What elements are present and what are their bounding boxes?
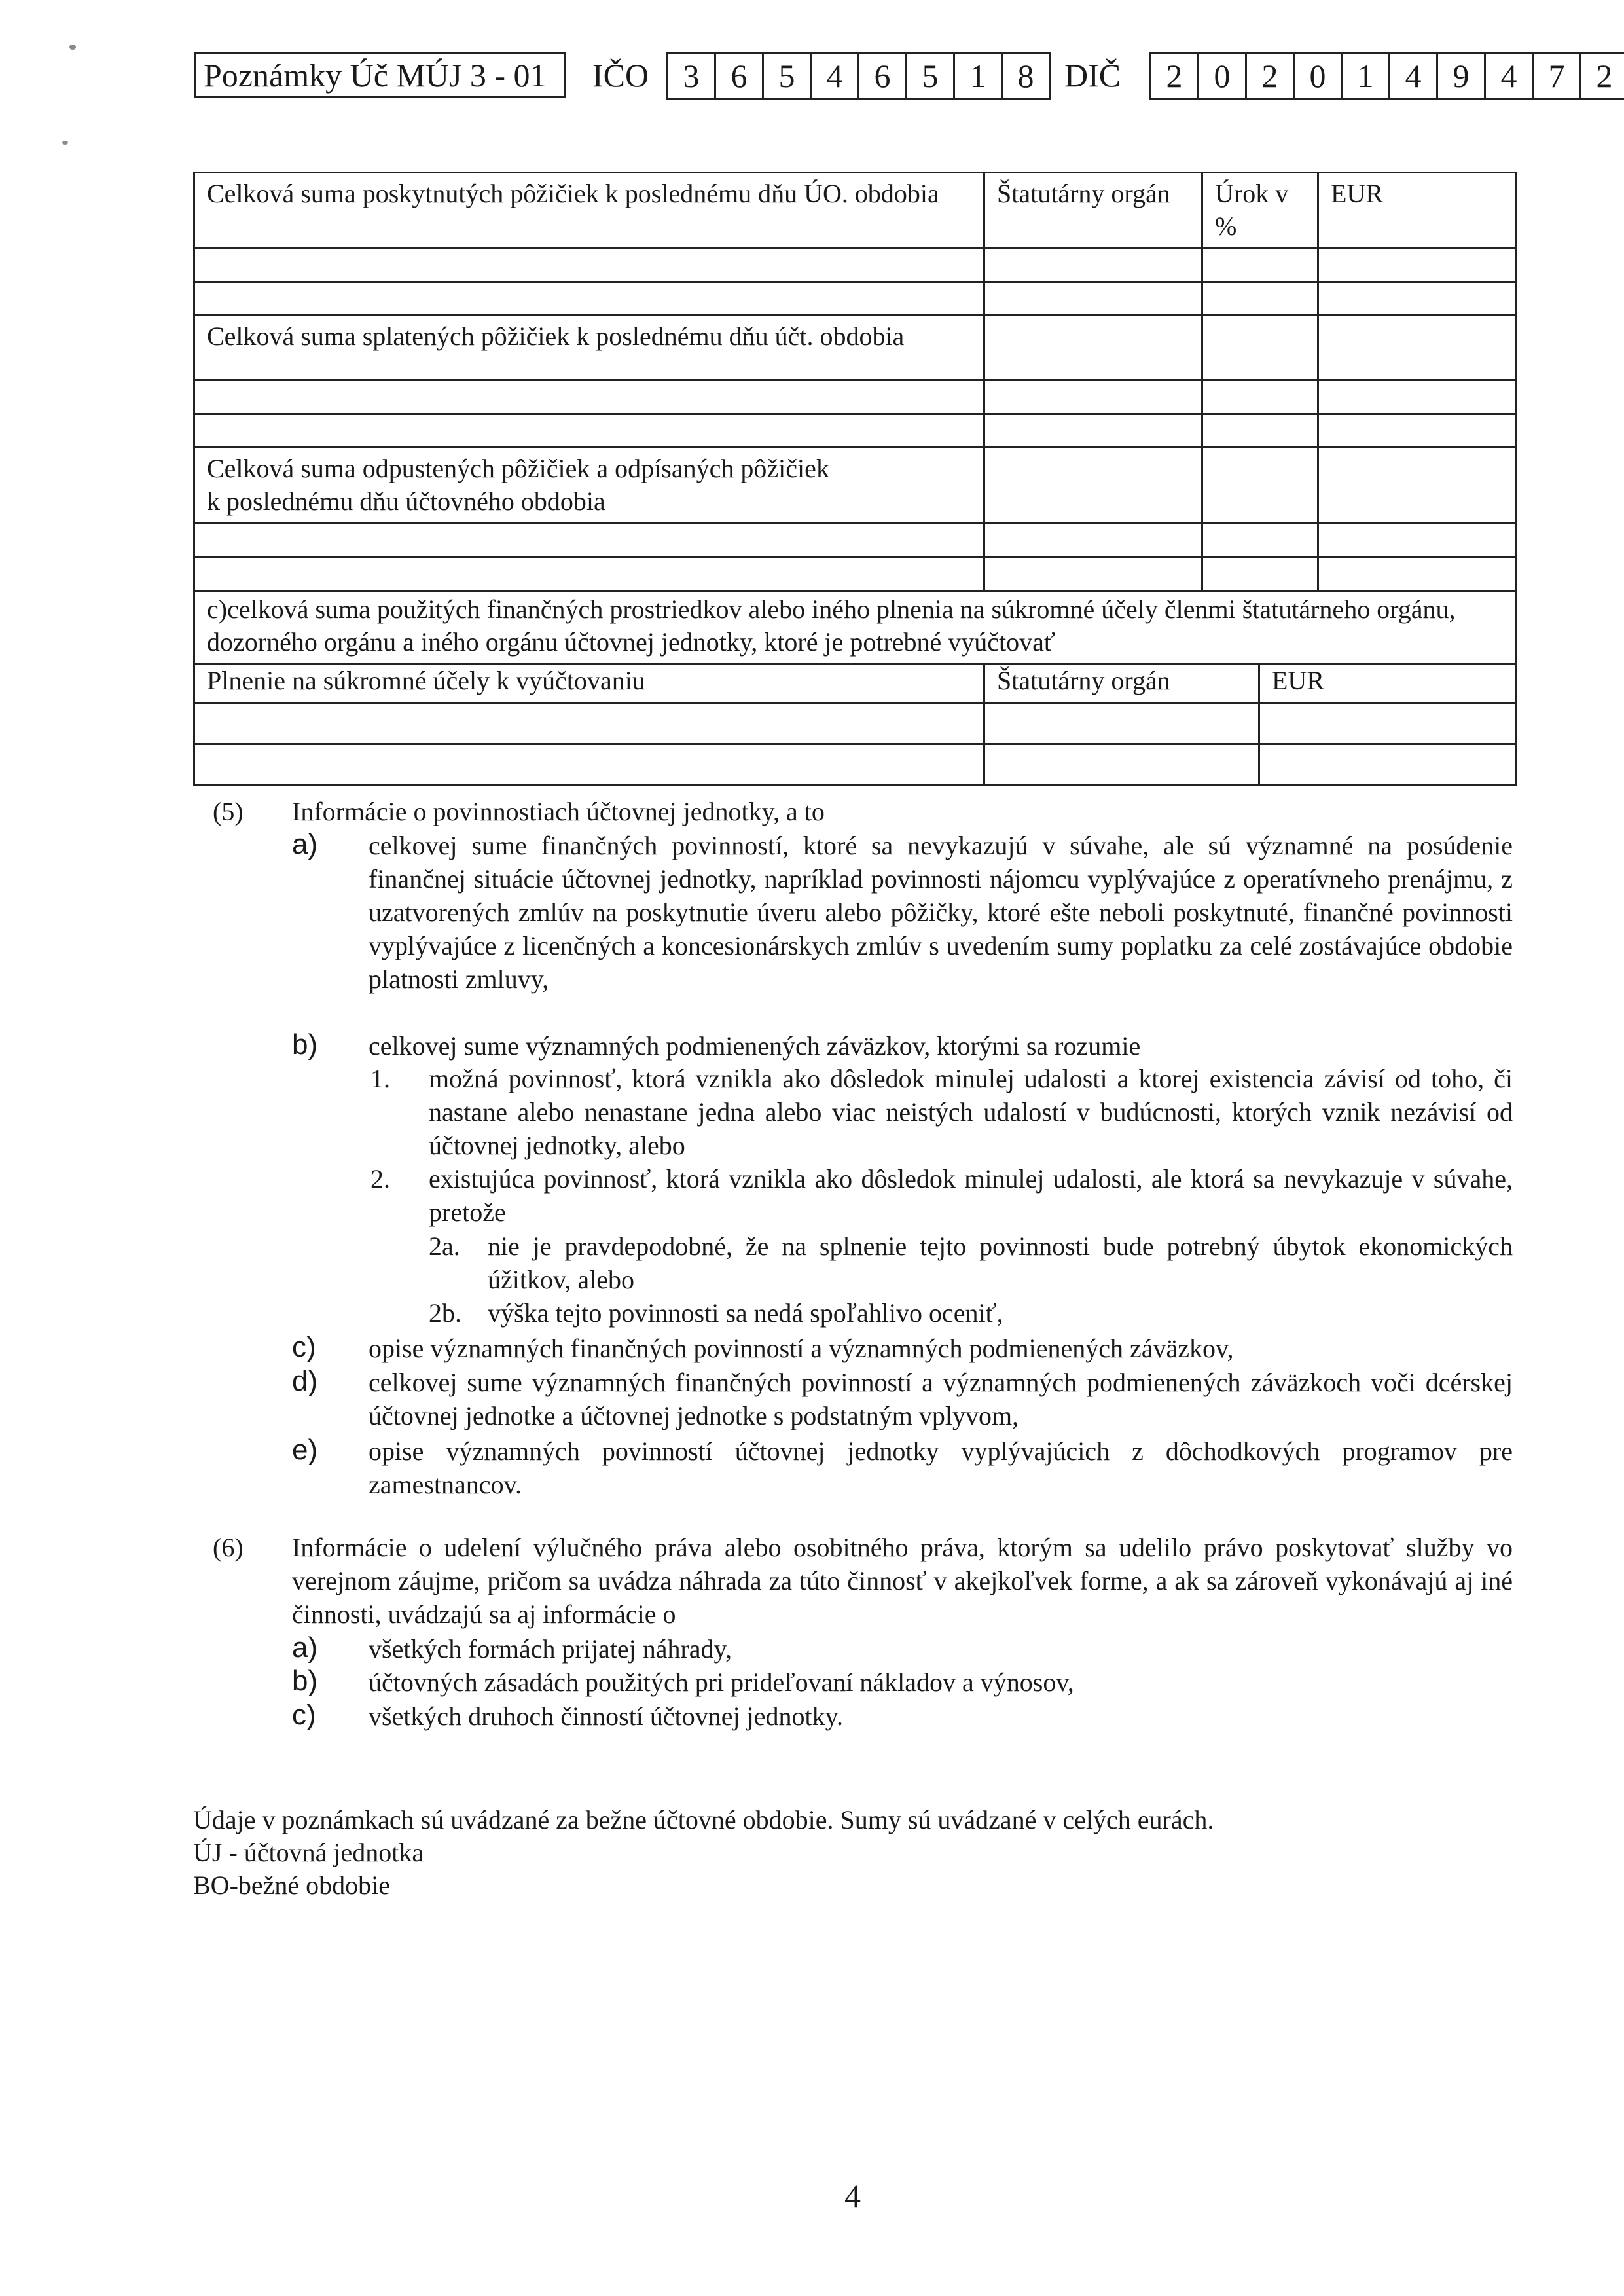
ico-digit: 3 <box>668 54 716 98</box>
loans-table <box>193 172 1515 786</box>
dic-digit: 0 <box>1199 54 1247 98</box>
ico-digit: 4 <box>812 54 859 98</box>
dic-field <box>1149 52 1624 100</box>
ico-label: IČO <box>592 57 649 94</box>
loans-grid <box>193 172 1517 665</box>
repaid-header-row <box>194 316 1517 380</box>
s5-item-a-letter: a) <box>292 828 318 860</box>
s6-item-c-letter: c) <box>292 1699 316 1731</box>
s5-item-b-letter: b) <box>292 1029 318 1061</box>
input-cell[interactable] <box>1202 557 1318 591</box>
table-row <box>194 703 1517 744</box>
statutory-header: Štatutárny orgán <box>984 173 1202 248</box>
s5-b-sub2a-text: nie je pravdepodobné, že na splnenie tejto povinnosti bude potrebný úbytok ekonomických úžitkov, alebo <box>488 1231 1513 1294</box>
input-cell[interactable] <box>1202 248 1318 282</box>
ico-field <box>666 52 1051 100</box>
provided-label-cell <box>194 173 984 248</box>
s6-item-a-text: všetkých formách prijatej náhrady, <box>369 1634 732 1664</box>
input-cell[interactable] <box>984 703 1259 744</box>
interest-header: Úrok v % <box>1202 173 1318 248</box>
table-row <box>194 414 1517 448</box>
s5-item-c-text: opise významných finančných povinností a významných podmienených záväzkov, <box>369 1334 1234 1363</box>
input-cell[interactable] <box>984 448 1202 523</box>
ico-digit: 6 <box>859 54 907 98</box>
table-row <box>194 557 1517 591</box>
s5-item-e-letter: e) <box>292 1434 318 1466</box>
input-cell[interactable] <box>1318 414 1517 448</box>
dic-digit: 4 <box>1390 54 1438 98</box>
ico-digit: 1 <box>955 54 1003 98</box>
table-row <box>194 744 1517 785</box>
page-number: 4 <box>844 2178 861 2214</box>
dic-digit: 2 <box>1151 54 1199 98</box>
private-use-statutory-header: Štatutárny orgán <box>984 664 1259 703</box>
input-cell[interactable] <box>1202 448 1318 523</box>
input-cell[interactable] <box>1259 703 1517 744</box>
s6-item-b-letter: b) <box>292 1665 318 1697</box>
s5-b-sub2-number: 2. <box>370 1164 390 1194</box>
input-cell[interactable] <box>984 557 1202 591</box>
scan-speck <box>69 45 76 50</box>
dic-digit: 4 <box>1486 54 1534 98</box>
input-cell[interactable] <box>194 703 984 744</box>
s5-b-sub2a-number: 2a. <box>429 1231 460 1261</box>
private-use-header-row <box>194 664 1517 703</box>
s5-b-sub2b-number: 2b. <box>429 1298 461 1328</box>
footer-abbr-bo: BO-bežné obdobie <box>193 1870 391 1900</box>
dic-digit: 7 <box>1534 54 1581 98</box>
input-cell[interactable] <box>194 744 984 785</box>
provided-label: Celková suma poskytnutých pôžičiek k poslednému dňu ÚO. obdobia <box>207 179 939 208</box>
repaid-label: Celková suma splatených pôžičiek k poslednému dňu účt. obdobia <box>194 316 984 380</box>
section-c-row <box>194 591 1517 664</box>
forgiven-label-line1: Celková suma odpustených pôžičiek a odpísaných pôžičiek <box>207 454 829 483</box>
forgiven-header-row <box>194 448 1517 523</box>
forgiven-label-line2: k poslednému dňu účtovného obdobia <box>207 486 605 516</box>
input-cell[interactable] <box>194 523 984 557</box>
input-cell[interactable] <box>1318 316 1517 380</box>
input-cell[interactable] <box>984 248 1202 282</box>
input-cell[interactable] <box>1202 523 1318 557</box>
s5-b-sub1-number: 1. <box>370 1064 390 1093</box>
s5-item-d-text: celkovej sume významných finančných povinností a významných podmienených záväzkoch voči dcérskej účtovnej jednotke a účtovnej jednotke s podstatným vplyvom, <box>369 1368 1513 1430</box>
input-cell[interactable] <box>984 414 1202 448</box>
input-cell[interactable] <box>1202 316 1318 380</box>
input-cell[interactable] <box>1259 744 1517 785</box>
dic-digit: 9 <box>1438 54 1486 98</box>
private-use-item-header: Plnenie na súkromné účely k vyúčtovaniu <box>194 664 984 703</box>
s5-b-sub2b-text: výška tejto povinnosti sa nedá spoľahlivo oceniť, <box>488 1298 1003 1328</box>
section5-heading: Informácie o povinnostiach účtovnej jednotky, a to <box>292 797 825 826</box>
input-cell[interactable] <box>984 744 1259 785</box>
table-row <box>194 380 1517 414</box>
s5-b-sub1-text: možná povinnosť, ktorá vznikla ako dôsledok minulej udalosti a ktorej existencia závisí od toho, či nastane alebo nenastane jedna alebo viac neistých udalostí v budúcnosti, ktorých vznik nezávisí od účtovnej jednotky, alebo <box>429 1064 1513 1160</box>
dic-digit: 0 <box>1295 54 1343 98</box>
s6-item-c-text: všetkých druhoch činností účtovnej jednotky. <box>369 1702 844 1731</box>
input-cell[interactable] <box>984 380 1202 414</box>
table-row <box>194 282 1517 316</box>
s5-item-e-text: opise významných povinností účtovnej jednotky vyplývajúcich z dôchodkových programov pre zamestnancov. <box>369 1436 1513 1499</box>
input-cell[interactable] <box>194 248 984 282</box>
section5-number: (5) <box>213 797 244 826</box>
s6-item-b-text: účtovných zásadách použitých pri prideľovaní nákladov a výnosov, <box>369 1667 1074 1697</box>
dic-digit: 1 <box>1343 54 1390 98</box>
input-cell[interactable] <box>1318 557 1517 591</box>
input-cell[interactable] <box>194 414 984 448</box>
input-cell[interactable] <box>1318 282 1517 316</box>
forgiven-label-cell <box>194 448 984 523</box>
input-cell[interactable] <box>1318 380 1517 414</box>
private-use-eur-header: EUR <box>1259 664 1517 703</box>
table-row <box>194 523 1517 557</box>
s6-item-a-letter: a) <box>292 1631 318 1664</box>
input-cell[interactable] <box>984 316 1202 380</box>
s5-b-sub2-text: existujúca povinnosť, ktorá vznikla ako dôsledok minulej udalosti, ale ktorá sa nevykazuje v súvahe, pretože <box>429 1164 1513 1227</box>
form-title-box <box>194 52 566 98</box>
footer-note: Údaje v poznámkach sú uvádzané za bežne účtovné obdobie. Sumy sú uvádzané v celých eurách. <box>193 1805 1214 1834</box>
ico-digit: 5 <box>907 54 955 98</box>
input-cell[interactable] <box>984 523 1202 557</box>
input-cell[interactable] <box>1318 448 1517 523</box>
input-cell[interactable] <box>984 282 1202 316</box>
table-row <box>194 248 1517 282</box>
section6-heading: Informácie o udelení výlučného práva alebo osobitného práva, ktorým sa udelilo právo poskytovať služby vo verejnom záujme, pričom sa uvádza náhrada za túto činnosť v akejkoľvek forme, a ak sa zároveň vykonávajú aj iné činnosti, uvádzajú sa aj informácie o <box>292 1533 1513 1629</box>
ico-digit: 8 <box>1003 54 1051 98</box>
ico-digit: 5 <box>764 54 812 98</box>
eur-header: EUR <box>1318 173 1517 248</box>
form-title: Poznámky Úč MÚJ 3 - 01 <box>204 57 547 94</box>
input-cell[interactable] <box>1202 282 1318 316</box>
dic-label: DIČ <box>1064 57 1121 94</box>
s5-item-d-letter: d) <box>292 1365 318 1397</box>
input-cell[interactable] <box>1202 414 1318 448</box>
footer-abbr-uj: ÚJ - účtovná jednotka <box>193 1838 424 1867</box>
s5-item-b-text: celkovej sume významných podmienených záväzkov, ktorými sa rozumie <box>369 1031 1141 1061</box>
section-c-text: c)celková suma použitých finančných prostriedkov alebo iného plnenia na súkromné účely členmi štatutárneho orgánu, dozorného orgánu a iného orgánu účtovnej jednotky, ktoré je potrebné vyúčtovať <box>194 591 1517 664</box>
s5-item-c-letter: c) <box>292 1331 316 1363</box>
dic-digit: 2 <box>1581 54 1624 98</box>
input-cell[interactable] <box>1318 523 1517 557</box>
input-cell[interactable] <box>194 282 984 316</box>
input-cell[interactable] <box>194 380 984 414</box>
input-cell[interactable] <box>194 557 984 591</box>
section6-number: (6) <box>213 1533 244 1562</box>
dic-digit: 2 <box>1247 54 1295 98</box>
ico-digit: 6 <box>716 54 764 98</box>
s5-item-a-text: celkovej sume finančných povinností, ktoré sa nevykazujú v súvahe, ale sú významné na posúdenie finančnej situácie účtovnej jednotky, napríklad povinnosti nájomcu vyplývajúce z operatívneho prenájmu, z uzatvorených zmlúv na poskytnutie úveru alebo pôžičky, ktoré ešte neboli poskytnuté, finančné povinnosti vyplývajúce z licenčných a koncesionárskych zmlúv s uvedením sumy poplatku za celé zostávajúce obdobie platnosti zmluvy, <box>369 831 1513 994</box>
provided-header-row <box>194 173 1517 248</box>
input-cell[interactable] <box>1202 380 1318 414</box>
private-use-grid <box>193 663 1517 786</box>
input-cell[interactable] <box>1318 248 1517 282</box>
scan-speck <box>62 141 68 145</box>
